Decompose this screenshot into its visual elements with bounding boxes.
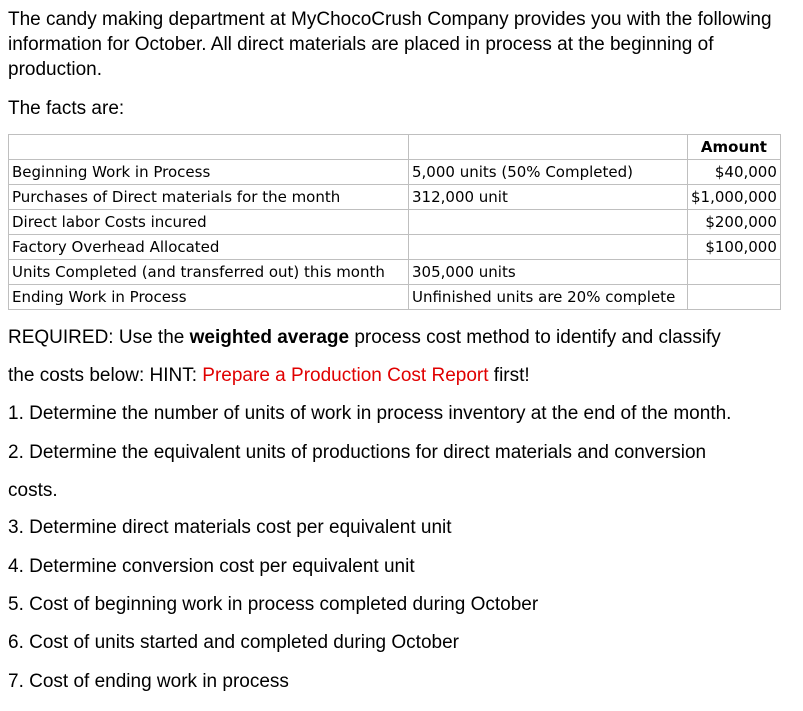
row-amount <box>688 285 781 310</box>
hint-text: Prepare a Production Cost Report <box>202 365 489 386</box>
table-row <box>9 260 781 285</box>
table-header-row <box>9 135 781 160</box>
row-item: Direct labor Costs incured <box>9 210 409 235</box>
question-2-continued: costs. <box>8 480 58 501</box>
question-6: 6. Cost of units started and completed during October <box>8 632 459 653</box>
required-prefix: REQUIRED: Use the <box>8 327 190 348</box>
hint-suffix: first! <box>488 365 530 386</box>
row-detail <box>409 235 688 260</box>
table-row <box>9 235 781 260</box>
question-3: 3. Determine direct materials cost per equivalent unit <box>8 517 452 538</box>
question-1: 1. Determine the number of units of work in process inventory at the end of the month. <box>8 403 732 424</box>
required-line-2 <box>8 363 793 388</box>
row-item: Ending Work in Process <box>9 285 409 310</box>
required-line-1 <box>8 325 793 350</box>
row-detail: 5,000 units (50% Completed) <box>409 160 688 185</box>
row-detail: Unfinished units are 20% complete <box>409 285 688 310</box>
table-row <box>9 185 781 210</box>
row-amount: $1,000,000 <box>688 185 781 210</box>
row-item: Units Completed (and transferred out) this month <box>9 260 409 285</box>
row-amount: $200,000 <box>688 210 781 235</box>
table-row <box>9 285 781 310</box>
table-row <box>9 210 781 235</box>
header-cell-detail <box>409 135 688 160</box>
row-item: Beginning Work in Process <box>9 160 409 185</box>
required-method: weighted average <box>189 327 350 348</box>
question-5: 5. Cost of beginning work in process completed during October <box>8 594 539 615</box>
row-item: Purchases of Direct materials for the month <box>9 185 409 210</box>
hint-prefix: the costs below: HINT: <box>8 365 203 386</box>
question-7: 7. Cost of ending work in process <box>8 671 289 692</box>
row-amount: $100,000 <box>688 235 781 260</box>
intro-paragraph: The candy making department at MyChocoCrush Company provides you with the following information for October. All direct materials are placed in process at the beginning of production. <box>8 9 772 80</box>
row-detail <box>409 210 688 235</box>
table-row <box>9 160 781 185</box>
row-detail: 305,000 units <box>409 260 688 285</box>
row-amount <box>688 260 781 285</box>
header-cell-item <box>9 135 409 160</box>
row-amount: $40,000 <box>688 160 781 185</box>
header-cell-amount: Amount <box>688 135 781 160</box>
facts-label: The facts are: <box>8 98 125 119</box>
required-suffix: process cost method to identify and classify <box>349 327 721 348</box>
row-detail: 312,000 unit <box>409 185 688 210</box>
question-2: 2. Determine the equivalent units of productions for direct materials and conversion <box>8 442 707 463</box>
facts-table <box>8 134 781 310</box>
question-4: 4. Determine conversion cost per equivalent unit <box>8 556 415 577</box>
row-item: Factory Overhead Allocated <box>9 235 409 260</box>
